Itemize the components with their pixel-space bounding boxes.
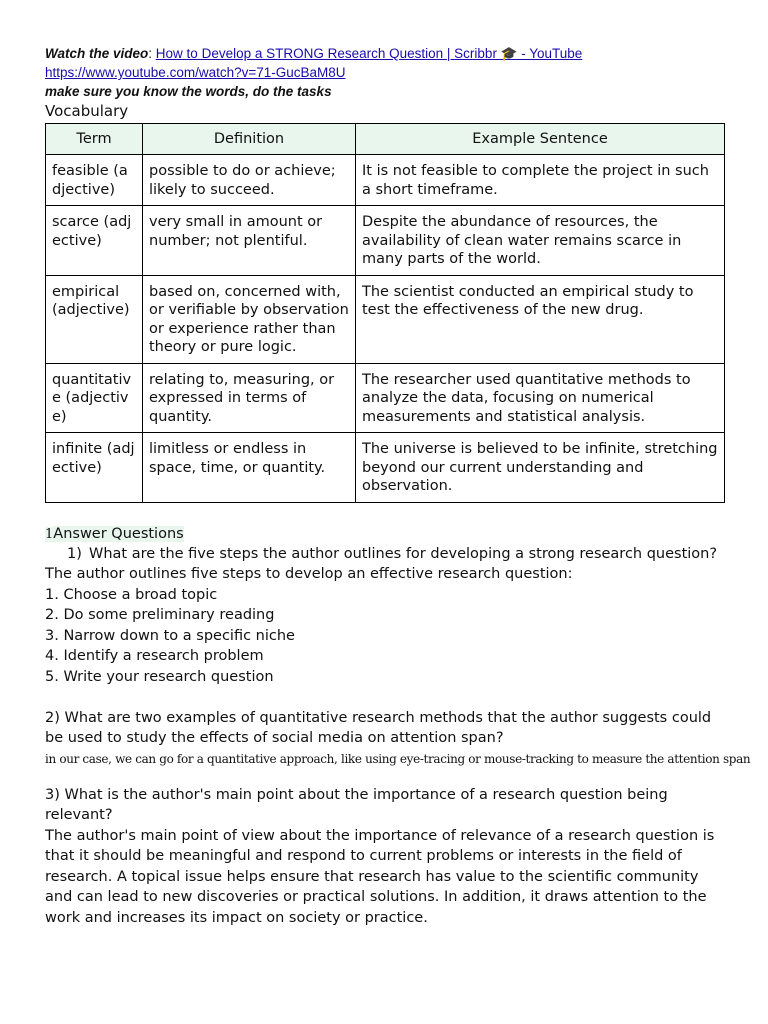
table-row	[46, 155, 725, 206]
term-cell: feasible (adjective)	[46, 155, 143, 206]
vocabulary-title: Vocabulary	[45, 102, 129, 120]
column-header-example: Example Sentence	[356, 124, 725, 155]
question-3: 3) What is the author's main point about the importance of a research question being relevant?	[45, 786, 668, 823]
step-item: 4. Identify a research problem	[45, 648, 264, 664]
term-cell: quantitative (adjective)	[46, 363, 143, 433]
definition-cell: based on, concerned with, or verifiable by observation or experience rather than theory or pure logic.	[143, 275, 356, 363]
step-item: 1. Choose a broad topic	[45, 586, 218, 603]
watch-video-line	[45, 44, 725, 63]
definition-cell: possible to do or achieve; likely to succeed.	[143, 155, 356, 206]
example-cell: It is not feasible to complete the project in such a short timeframe.	[356, 155, 725, 206]
answer-questions-heading	[45, 525, 725, 544]
vocabulary-table	[45, 123, 725, 503]
answer-3: The author's main point of view about the importance of relevance of a research question is that it should be meaningful and respond to current problems or interests in the field of research. A topical issue helps ensure that research has value to the scientific community and can lead to new discoveries or practical solutions. In addition, it draws attention to the work and increases its impact on society or practice.	[45, 827, 715, 926]
answer-2: in our case, we can go for a quantitative approach, like using eye-tracing or mouse-tracking to measure the attention span	[45, 751, 751, 766]
spacer	[45, 769, 725, 785]
question-2: 2) What are two examples of quantitative research methods that the author suggests could be used to study the effects of social media on attention span?	[45, 709, 712, 746]
example-cell: The scientist conducted an empirical study to test the effectiveness of the new drug.	[356, 275, 725, 363]
video-url-link[interactable]: https://www.youtube.com/watch?v=71-GucBaM8U	[45, 65, 346, 80]
table-row	[46, 363, 725, 433]
term-cell: infinite (adjective)	[46, 433, 143, 503]
step-item: 5. Write your research question	[45, 668, 274, 685]
document-page	[45, 44, 751, 928]
step-item: 3. Narrow down to a specific niche	[45, 627, 295, 644]
question-1	[45, 544, 725, 565]
heading-number: 1	[45, 526, 54, 542]
video-url-line	[45, 63, 725, 82]
term-cell: empirical (adjective)	[46, 275, 143, 363]
answer-1-intro: The author outlines five steps to develop an effective research question:	[45, 566, 573, 582]
table-header-row	[46, 124, 725, 155]
example-cell: The researcher used quantitative methods to analyze the data, focusing on numerical measurements and statistical analysis.	[356, 363, 725, 433]
table-row	[46, 433, 725, 503]
definition-cell: very small in amount or number; not plentiful.	[143, 206, 356, 276]
video-title-link[interactable]: How to Develop a STRONG Research Question | Scribbr 🎓 - YouTube	[155, 46, 583, 61]
example-cell: Despite the abundance of resources, the availability of clean water remains scarce in many parts of the world.	[356, 206, 725, 276]
spacer	[45, 687, 725, 708]
question-text: What are the five steps the author outlines for developing a strong research question?	[89, 545, 718, 562]
table-row	[46, 275, 725, 363]
column-header-definition: Definition	[143, 124, 356, 155]
definition-cell: limitless or endless in space, time, or quantity.	[143, 433, 356, 503]
watch-separator: :	[148, 46, 156, 61]
table-row	[46, 206, 725, 276]
column-header-term: Term	[46, 124, 143, 155]
example-cell: The universe is believed to be infinite, stretching beyond our current understanding and observation.	[356, 433, 725, 503]
watch-label: Watch the video	[45, 46, 149, 61]
instructions-text: make sure you know the words, do the tasks	[45, 84, 332, 99]
definition-cell: relating to, measuring, or expressed in terms of quantity.	[143, 363, 356, 433]
heading-text: Answer Questions	[53, 525, 184, 542]
term-cell: scarce (adjective)	[46, 206, 143, 276]
step-item: 2. Do some preliminary reading	[45, 607, 275, 623]
question-number: 1)	[67, 545, 82, 562]
